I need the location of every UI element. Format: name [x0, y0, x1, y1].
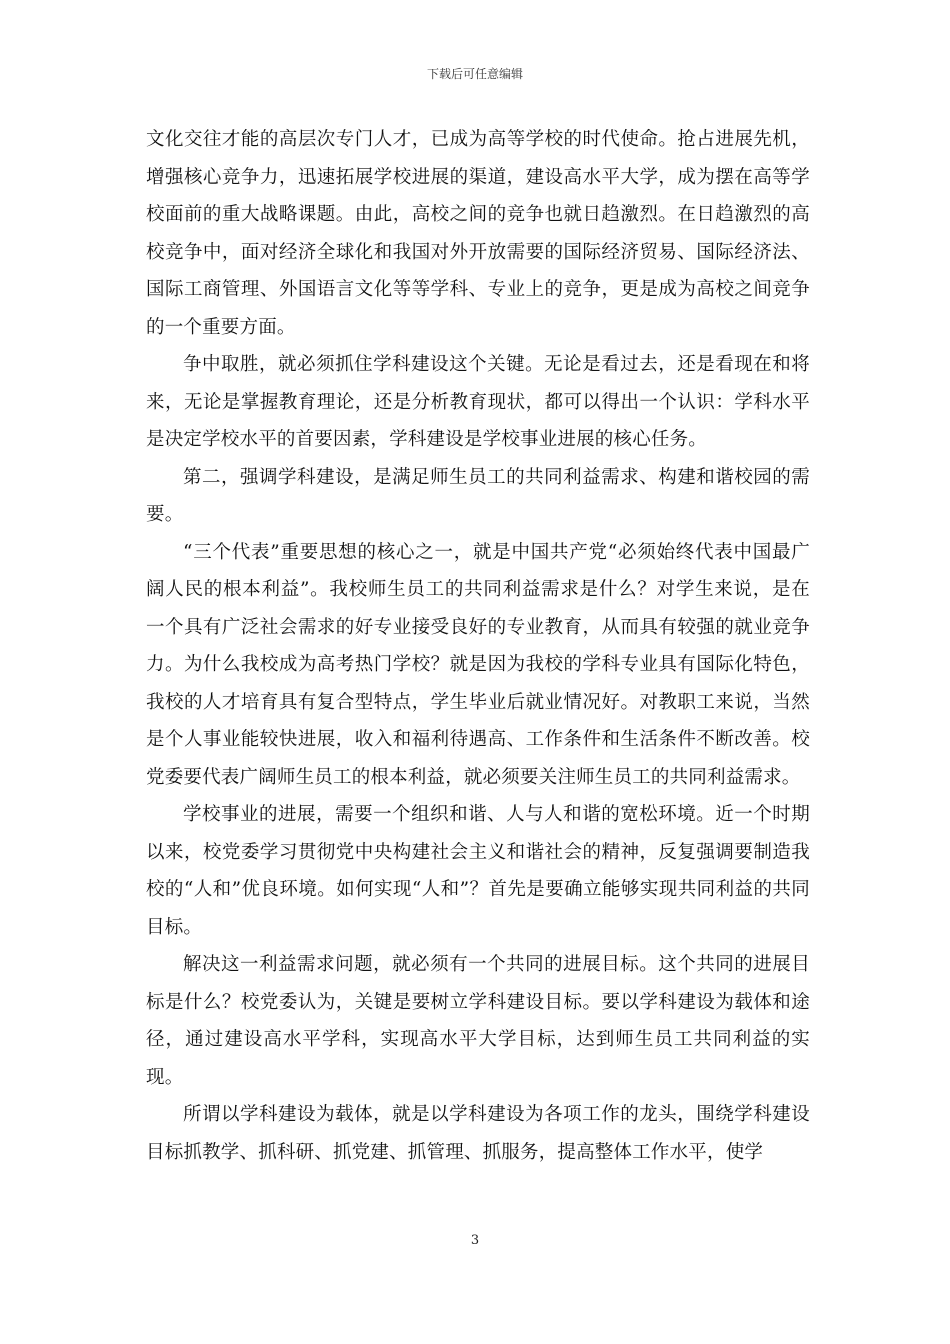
paragraph-2: 争中取胜，就必须抓住学科建设这个关键。无论是看过去，还是看现在和将来，无论是掌握教育理论，还是分析教育现状，都可以得出一个认识：学科水平是决定学校水平的首要因素，学科建设是学校事业进展的核心任务。 [146, 354, 810, 450]
paragraph-4: “三个代表”重要思想的核心之一，就是中国共产党“必须始终代表中国最广阔人民的根本利益”。我校师生员工的共同利益需求是什么？对学生来说，是在一个具有广泛社会需求的好专业接受良好的专业教育，从而具有较强的就业竞争力。为什么我校成为高考热门学校？就是因为我校的学科专业具有国际化特色，我校的人才培育具有复合型特点，学生毕业后就业情况好。对教职工来说，当然是个人事业能较快进展，收入和福利待遇高、工作条件和生活条件不断改善。校党委要代表广阔师生员工的根本利益，就必须要关注师生员工的共同利益需求。 [146, 541, 810, 788]
paragraph-6: 解决这一利益需求问题，就必须有一个共同的进展目标。这个共同的进展目标是什么？校党委认为，关键是要树立学科建设目标。要以学科建设为载体和途径，通过建设高水平学科，实现高水平大学目标，达到师生员工共同利益的实现。 [146, 954, 810, 1088]
paragraph-5: 学校事业的进展，需要一个组织和谐、人与人和谐的宽松环境。近一个时期以来，校党委学习贯彻党中央构建社会主义和谐社会的精神，反复强调要制造我校的“人和”优良环境。如何实现“人和”？首先是要确立能够实现共同利益的共同目标。 [146, 804, 810, 938]
document-body [146, 121, 810, 1171]
page-header: 下载后可任意编辑 [426, 67, 523, 81]
page-number: 3 [470, 1233, 480, 1248]
paragraph-7: 所谓以学科建设为载体，就是以学科建设为各项工作的龙头，围绕学科建设目标抓教学、抓科研、抓党建、抓管理、抓服务，提高整体工作水平，使学 [146, 1104, 810, 1163]
paragraph-1: 文化交往才能的高层次专门人才，已成为高等学校的时代使命。抢占进展先机，增强核心竞争力，迅速拓展学校进展的渠道，建设高水平大学，成为摆在高等学校面前的重大战略课题。由此，高校之间的竞争也就日趋激烈。在日趋激烈的高校竞争中，面对经济全球化和我国对外开放需要的国际经济贸易、国际经济法、国际工商管理、外国语言文化等等学科、专业上的竞争，更是成为高校之间竞争的一个重要方面。 [146, 129, 810, 338]
paragraph-3: 第二，强调学科建设，是满足师生员工的共同利益需求、构建和谐校园的需要。 [146, 466, 810, 525]
